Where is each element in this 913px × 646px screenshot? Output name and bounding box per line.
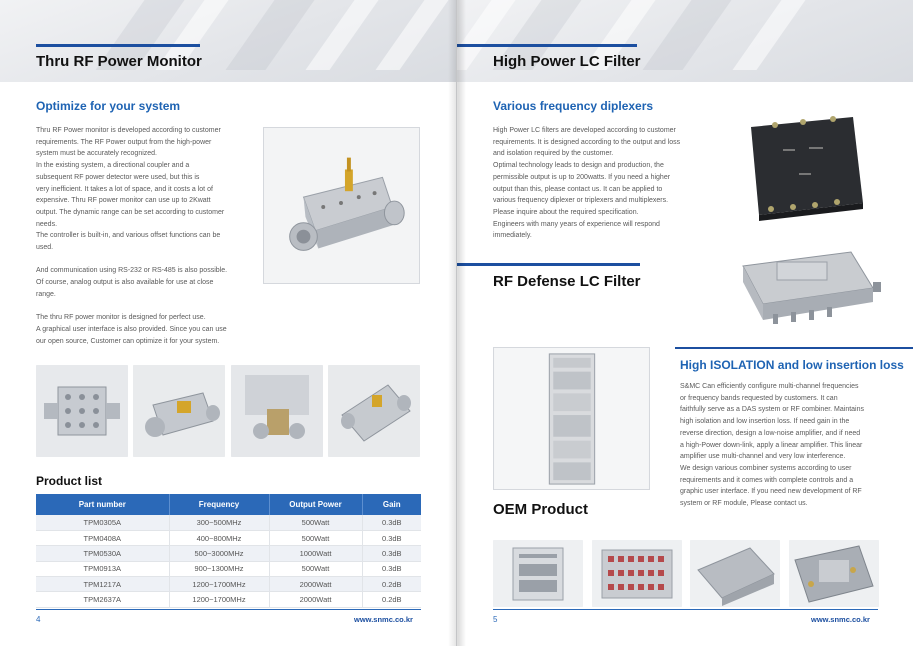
cell: 300~500MHz <box>169 515 269 530</box>
website-link[interactable]: www.snmc.co.kr <box>354 615 413 624</box>
cell: 0.3dB <box>362 546 421 561</box>
tpm-photo-1 <box>36 365 128 457</box>
right-page <box>457 0 913 646</box>
tpm-photo-4 <box>328 365 420 457</box>
table-row <box>36 515 421 530</box>
cell: TPM0408A <box>36 530 169 545</box>
lc-filter-photo <box>733 242 883 332</box>
product-list-title: Product list <box>36 474 103 488</box>
cell: TPM1217A <box>36 577 169 592</box>
table-row <box>36 546 421 561</box>
rf-power-monitor-photo <box>263 127 420 284</box>
cell: 1200~1700MHz <box>169 592 269 607</box>
table-row <box>36 561 421 576</box>
intro-text: Thru RF Power monitor is developed according to customer requirements. The RF Power output from the high-power system must be accurately recognized. In the existing system, a directional coupler and a subsequent RF power detector were used, but this is very inefficient. It takes a lot of space, and it costs a lot of expensive. Thru RF power monitor can use up to 2Kwatt output. The dynamic range can be set according to customer needs. The controller is built-in, and various offset functions can be used. And communication using RS-232 or RS-485 is also possible. Of course, analog output is also available for use at close range. The thru RF power monitor is designed for perfect use. A graphical user interface is also provided. Since you can use our open source, Customer can optimize it for your system. <box>36 127 228 345</box>
table-row <box>36 592 421 607</box>
section-subheading: Optimize for your system <box>36 99 181 113</box>
cell: 2000Watt <box>269 592 362 607</box>
footer-rule <box>493 609 878 610</box>
heading-rule-3 <box>675 347 913 349</box>
page-number: 4 <box>36 615 41 624</box>
page-heading: Thru RF Power Monitor <box>36 53 202 70</box>
product-table-header <box>36 494 421 515</box>
col-frequency: Frequency <box>169 494 269 515</box>
cell: 500~3000MHz <box>169 546 269 561</box>
cell: 500Watt <box>269 515 362 530</box>
section-heading-oem: OEM Product <box>493 501 589 518</box>
cell: 1200~1700MHz <box>169 577 269 592</box>
oem-photo-2 <box>592 540 682 607</box>
website-link[interactable]: www.snmc.co.kr <box>811 615 870 624</box>
heading-rule-2 <box>457 263 640 266</box>
left-page <box>0 0 456 646</box>
cell: 0.2dB <box>362 592 421 607</box>
col-part-number: Part number <box>36 494 169 515</box>
table-row <box>36 530 421 545</box>
heading-rule <box>36 44 200 47</box>
cell: 2000Watt <box>269 577 362 592</box>
defense-text: S&MC Can efficiently configure multi-channel frequencies or frequency bands requested by customers. It can faithfully serve as a DAS system or RF combiner. Maintains high isolation and low insertion loss. If need gain in the reverse direction, design a low-noise amplifier, and if need a high-Power down-link, apply a linear amplifier. This linear amplifier use multi-channel and very low interference. We design various combiner systems according to user requirements and it comes with complete controls and a graphic user interface. If you need new development of RF system or RF module, Please contact us. <box>680 383 865 508</box>
cell: TPM2637A <box>36 592 169 607</box>
table-row <box>36 577 421 592</box>
cell: 0.3dB <box>362 561 421 576</box>
cell: 1000Watt <box>269 546 362 561</box>
section-subheading: Various frequency diplexers <box>493 99 654 113</box>
page-heading: High Power LC Filter <box>493 53 641 70</box>
tpm-photo-3 <box>231 365 323 457</box>
oem-photo-4 <box>789 540 879 607</box>
cell: 0.2dB <box>362 577 421 592</box>
cell: 400~800MHz <box>169 530 269 545</box>
footer-rule <box>36 609 421 610</box>
cell: 0.3dB <box>362 530 421 545</box>
oem-photo-1 <box>493 540 583 607</box>
diplexer-photo <box>723 99 881 235</box>
cell: 900~1300MHz <box>169 561 269 576</box>
section-heading-defense: RF Defense LC Filter <box>493 273 641 290</box>
rack-cabinet-photo <box>493 347 650 490</box>
product-table <box>36 494 421 608</box>
lc-filter-text: High Power LC filters are developed according to customer requirements. It is designed according to the output and loss and isolation required by the customer. Optimal technology leads to design and production, the permissible output is up to 200watts. If you need a higher output than this, please contact us. It can be applied to various frequency diplexer or triplexers and multiplexers. Please inquire about the required specification. Engineers with many years of experience will respond immediately. <box>493 127 681 240</box>
heading-rule <box>457 44 637 47</box>
cell: 500Watt <box>269 530 362 545</box>
oem-photo-3 <box>690 540 780 607</box>
cell: TPM0305A <box>36 515 169 530</box>
tpm-photo-2 <box>133 365 225 457</box>
cell: 500Watt <box>269 561 362 576</box>
cell: TPM0530A <box>36 546 169 561</box>
col-gain: Gain <box>362 494 421 515</box>
cell: TPM0913A <box>36 561 169 576</box>
page-number: 5 <box>493 615 498 624</box>
col-output-power: Output Power <box>269 494 362 515</box>
section-subheading-isolation: High ISOLATION and low insertion loss <box>680 358 904 372</box>
cell: 0.3dB <box>362 515 421 530</box>
